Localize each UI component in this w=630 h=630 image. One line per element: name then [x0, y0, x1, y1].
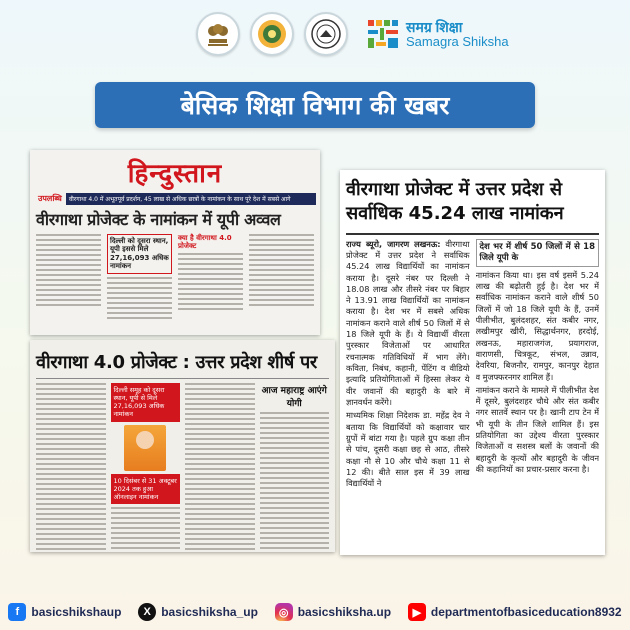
kicker: उपलब्धि: [38, 194, 62, 203]
byline: राज्य ब्यूरो, जागरण: [346, 238, 410, 249]
sub-box-label: दिल्ली को दूसरा स्थान, यूपी इससे मिले 27,16,093 अधिक नामांकन: [110, 237, 169, 271]
page-title-banner: [95, 82, 535, 128]
samagra-title-hindi: समग्र शिक्षा: [406, 18, 463, 35]
article-text: नामांकन कराने के मामले में पीलीभीत देश में दूसरे, बुलंदशहर चौथे और संत कबीर नगर सातवें स्थान पर है। खानी टाप टेन में भी यूपी के तीन जिले शामिल हैं। इस प्रतियोगिता का उद्देश्य वीरता पुरस्कार विजेताओं व सशस्त्र बलों के जवानों की बहादुरी के कृत्यों और बहादुरी के जीवन की कहानियों का प्रचार-प्रसार करना है।: [475, 384, 599, 474]
masthead: हिन्दुस्तान: [127, 159, 223, 189]
highlight-box: दिल्ली समूह को दूसरा स्थान, यूपी से मिले 27,16,093 अधिक नामांकन: [111, 383, 181, 422]
text-column: [185, 383, 255, 552]
news-clipping-jagran: [340, 170, 605, 555]
article-text: वीरगाथा प्रोजेक्ट में उत्तर प्रदेश ने सर्वाधिक 45.24 लाख विद्यार्थियों का नामांकन कराया है। दूसरे नंबर पर दिल्ली ने 18.08 लाख और तीसरे नंबर पर बिहार ने 13.91 लाख विद्यार्थियों का नामांकन कराया है। देश भर में सबसे अधिक नामांकन कराने वाले शीर्ष 50 जिलों में से 18 जिले यूपी के हैं। ये विद्यार्थी वीरता पुरस्कार विजेताओं पर आधारित रचनात्मक गतिविधियों में भाग लेंगे। कविता, निबंध, कहानी, पेंटिंग व वीडियो इत्यादि प्रतियोगिताओं में हिस्सा लेकर ये वीर जवानों की बहादुरी के बारे में ज्ञानवर्धन करेंगे।: [346, 238, 470, 407]
text-column: [111, 383, 181, 552]
text-column: [178, 234, 243, 322]
x-link[interactable]: [138, 603, 258, 621]
text-column: [249, 234, 314, 322]
emblem-logo: [196, 12, 240, 56]
article-body: [30, 383, 335, 552]
portrait-photo: [124, 425, 166, 471]
text-column: [260, 383, 330, 552]
facebook-handle: basicshikshaup: [31, 605, 122, 619]
facebook-link[interactable]: [8, 603, 121, 621]
samagra-title-english: Samagra Shiksha: [406, 33, 509, 49]
headline: वीरगाथा 4.0 प्रोजेक्ट : उत्तर प्रदेश शीर्ष पर: [36, 352, 317, 373]
x-handle: basicshiksha_up: [161, 605, 258, 619]
samagra-mark-icon: [366, 16, 402, 52]
dateline: लखनऊ:: [414, 238, 441, 249]
header-logos: [196, 8, 509, 60]
youtube-icon: ▶: [408, 603, 426, 621]
text-column: [36, 383, 106, 552]
divider: [346, 233, 599, 235]
highlight-box: 10 दिसंबर से 31 अक्टूबर 2024 तक हुआ ऑनलाइन नामांकन: [111, 474, 181, 504]
article-text: नामांकन किया था। इस वर्ष इसमें 5.24 लाख की बढ़ोतरी हुई है। देश भर में सर्वाधिक नामांकन कराने वाले शीर्ष 50 जिलों में जो 18 जिले यूपी के हैं, उनमें पीलीभीत, बुलंदशहर, संत कबीर नगर, लखीमपुर खीरी, सिद्धार्थनगर, हरदोई, लखनऊ, महाराजगंज, प्रयागराज, वाराणसी, चित्रकूट, संभल, उन्नाव, देवरिया, बिजनौर, रामपुर, कानपुर देहात व मुजफ्फरनगर शामिल हैं।: [475, 269, 599, 382]
up-govt-logo: [250, 12, 294, 56]
text-column: [346, 239, 470, 492]
strapline-bar: [34, 192, 316, 205]
social-footer: [0, 594, 630, 630]
text-column: [476, 239, 600, 492]
facebook-icon: f: [8, 603, 26, 621]
text-column: [36, 234, 101, 322]
instagram-icon: ◎: [275, 603, 293, 621]
divider: [36, 378, 329, 379]
sub-box: [107, 234, 172, 274]
strapline: वीरगाथा 4.0 में अभूतपूर्व प्रदर्शन, 45 लाख से अधिक छात्रों के नामांकन के साथ पूरे देश में सबसे आगे: [66, 193, 316, 205]
headline: वीरगाथा प्रोजेक्ट में उत्तर प्रदेश से सर्वाधिक 45.24 लाख नामांकन: [346, 179, 564, 225]
instagram-handle: basicshiksha.up: [297, 605, 392, 619]
news-clipping-hindustan: [30, 150, 320, 335]
instagram-link[interactable]: [275, 603, 391, 621]
sub-heading: क्या है वीरगाथा 4.0 प्रोजेक्ट: [178, 234, 232, 251]
samagra-shiksha-logo: [366, 16, 509, 52]
youtube-link[interactable]: [408, 603, 622, 621]
page-title: बेसिक शिक्षा विभाग की खबर: [180, 91, 450, 120]
basic-education-logo: [304, 12, 348, 56]
x-icon: X: [138, 603, 156, 621]
headline: वीरगाथा प्रोजेक्ट के नामांकन में यूपी अव्वल: [36, 210, 281, 229]
aside-title: आज महाराष्ट्र आएंगे योगी: [261, 386, 327, 409]
article-body: [30, 232, 320, 324]
news-clipping-veergatha-top: [30, 340, 335, 552]
article-text: माध्यमिक शिक्षा निदेशक डा. महेंद्र देव ने बताया कि विद्यार्थियों को कक्षावार चार ग्रुपों में बांटा गया है। पहले ग्रुप कक्षा तीन से पांच, दूसरी कक्षा छह से आठ, तीसरे कक्षा नौ से 10 और चौथे कक्षा 11 से 12 की। बीते साल इस में 39 लाख विद्यार्थियों ने: [346, 410, 470, 489]
youtube-handle: departmentofbasiceducation8932: [430, 605, 622, 619]
highlight-box: देश भर में शीर्ष 50 जिलों में से 18 जिले यूपी के: [476, 239, 600, 267]
article-body: [340, 239, 605, 492]
text-column: [107, 234, 172, 322]
